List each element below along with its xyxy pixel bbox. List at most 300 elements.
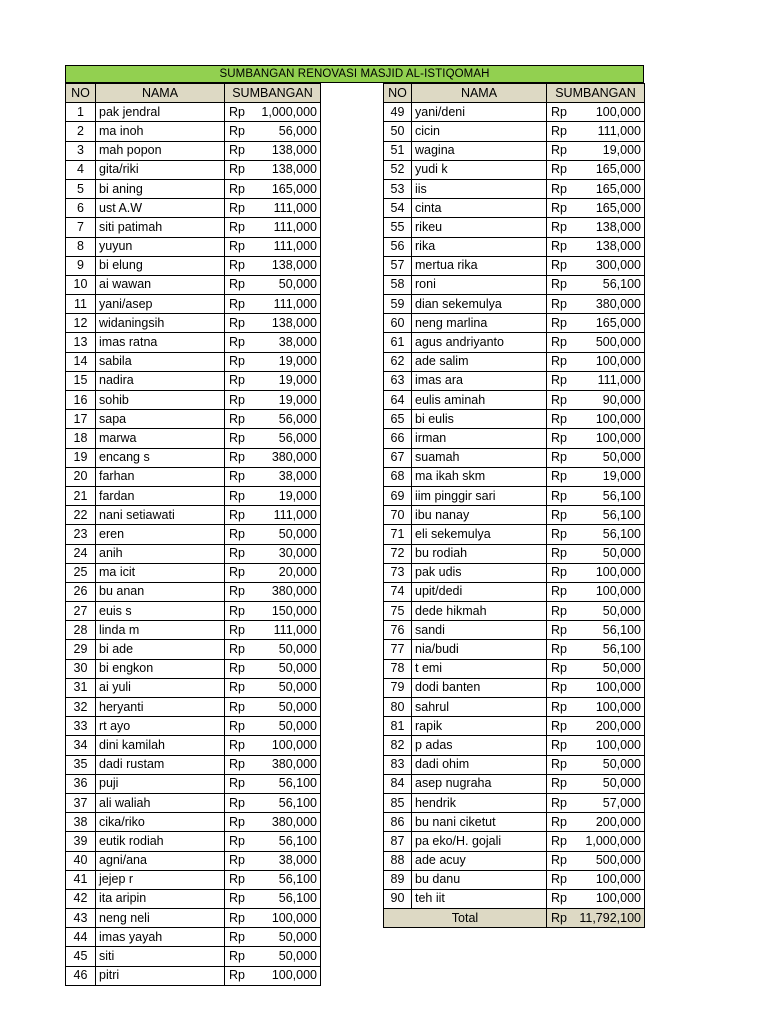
currency-label: Rp	[229, 181, 245, 196]
amount-value: 100,000	[595, 584, 641, 599]
row-nama: teh iit	[412, 889, 547, 908]
currency-label: Rp	[229, 795, 245, 810]
row-nama: ade salim	[412, 352, 547, 371]
currency-label: Rp	[551, 603, 567, 618]
currency-label: Rp	[551, 277, 567, 292]
table-row	[384, 851, 645, 870]
table-row	[384, 736, 645, 755]
row-no: 11	[66, 295, 96, 314]
table-row	[384, 582, 645, 601]
total-amount-cell	[547, 909, 645, 928]
row-sumbangan	[547, 525, 645, 544]
table-row	[66, 486, 321, 505]
amount-value: 19,000	[278, 354, 317, 369]
row-sumbangan	[547, 640, 645, 659]
row-no: 88	[384, 851, 412, 870]
table-row	[384, 563, 645, 582]
row-sumbangan	[225, 179, 321, 198]
row-sumbangan	[547, 141, 645, 160]
amount-value: 138,000	[271, 162, 317, 177]
row-sumbangan	[547, 563, 645, 582]
row-nama: wagina	[412, 141, 547, 160]
row-no: 34	[66, 736, 96, 755]
row-no: 79	[384, 678, 412, 697]
amount-value: 50,000	[602, 450, 641, 465]
amount-value: 100,000	[595, 680, 641, 695]
table-row	[384, 889, 645, 908]
table-row	[384, 698, 645, 717]
table-row	[66, 947, 321, 966]
currency-label: Rp	[551, 469, 567, 484]
row-no: 59	[384, 295, 412, 314]
row-nama: sapa	[96, 410, 225, 429]
currency-label: Rp	[551, 296, 567, 311]
currency-label: Rp	[229, 411, 245, 426]
row-sumbangan	[225, 621, 321, 640]
header-nama: NAMA	[412, 84, 547, 103]
row-no: 35	[66, 755, 96, 774]
row-nama: rikeu	[412, 218, 547, 237]
amount-value: 56,100	[602, 526, 641, 541]
row-nama: dodi banten	[412, 678, 547, 697]
row-no: 8	[66, 237, 96, 256]
currency-label: Rp	[229, 699, 245, 714]
row-sumbangan	[225, 295, 321, 314]
table-row	[384, 275, 645, 294]
amount-value: 380,000	[271, 450, 317, 465]
amount-value: 100,000	[271, 968, 317, 983]
row-nama: eulis aminah	[412, 391, 547, 410]
table-row	[66, 717, 321, 736]
row-nama: bu danu	[412, 870, 547, 889]
table-row	[384, 678, 645, 697]
row-no: 3	[66, 141, 96, 160]
row-sumbangan	[547, 870, 645, 889]
amount-value: 100,000	[271, 737, 317, 752]
currency-label: Rp	[551, 584, 567, 599]
row-nama: siti	[96, 947, 225, 966]
row-nama: encang s	[96, 448, 225, 467]
donation-table-left	[65, 83, 321, 986]
row-sumbangan	[225, 486, 321, 505]
currency-label: Rp	[229, 450, 245, 465]
row-no: 12	[66, 314, 96, 333]
row-sumbangan	[547, 179, 645, 198]
row-nama: ibu nanay	[412, 506, 547, 525]
row-sumbangan	[547, 448, 645, 467]
row-no: 1	[66, 103, 96, 122]
row-nama: gita/riki	[96, 160, 225, 179]
row-nama: nia/budi	[412, 640, 547, 659]
currency-label: Rp	[229, 603, 245, 618]
amount-value: 138,000	[595, 239, 641, 254]
amount-value: 50,000	[278, 929, 317, 944]
currency-label: Rp	[551, 642, 567, 657]
row-sumbangan	[547, 352, 645, 371]
row-sumbangan	[547, 793, 645, 812]
currency-label: Rp	[229, 833, 245, 848]
currency-label: Rp	[229, 584, 245, 599]
row-no: 87	[384, 832, 412, 851]
amount-value: 380,000	[595, 296, 641, 311]
row-nama: cika/riko	[96, 813, 225, 832]
row-nama: rapik	[412, 717, 547, 736]
row-no: 54	[384, 199, 412, 218]
row-no: 56	[384, 237, 412, 256]
row-sumbangan	[547, 256, 645, 275]
row-no: 2	[66, 122, 96, 141]
row-sumbangan	[547, 678, 645, 697]
row-nama: ai yuli	[96, 678, 225, 697]
row-nama: irman	[412, 429, 547, 448]
row-nama: nani setiawati	[96, 506, 225, 525]
amount-value: 165,000	[595, 181, 641, 196]
currency-label: Rp	[551, 181, 567, 196]
row-sumbangan	[225, 774, 321, 793]
amount-value: 100,000	[595, 104, 641, 119]
currency-label: Rp	[551, 891, 567, 906]
row-no: 69	[384, 486, 412, 505]
table-row	[66, 352, 321, 371]
row-no: 60	[384, 314, 412, 333]
row-sumbangan	[547, 429, 645, 448]
amount-value: 56,100	[602, 488, 641, 503]
currency-label: Rp	[229, 718, 245, 733]
row-nama: agni/ana	[96, 851, 225, 870]
row-sumbangan	[225, 947, 321, 966]
table-row	[66, 544, 321, 563]
header-sumbangan: SUMBANGAN	[225, 84, 321, 103]
amount-value: 38,000	[278, 469, 317, 484]
row-sumbangan	[547, 314, 645, 333]
row-nama: agus andriyanto	[412, 333, 547, 352]
currency-label: Rp	[229, 661, 245, 676]
amount-value: 111,000	[273, 622, 317, 637]
row-sumbangan	[547, 813, 645, 832]
row-sumbangan	[547, 774, 645, 793]
amount-value: 50,000	[278, 526, 317, 541]
currency-label: Rp	[229, 373, 245, 388]
row-no: 41	[66, 870, 96, 889]
row-no: 53	[384, 179, 412, 198]
row-no: 74	[384, 582, 412, 601]
table-row	[66, 160, 321, 179]
row-sumbangan	[547, 851, 645, 870]
row-no: 51	[384, 141, 412, 160]
table-row	[66, 659, 321, 678]
row-nama: siti patimah	[96, 218, 225, 237]
amount-value: 56,100	[278, 795, 317, 810]
amount-value: 56,000	[278, 411, 317, 426]
row-no: 81	[384, 717, 412, 736]
table-row	[66, 333, 321, 352]
row-sumbangan	[225, 889, 321, 908]
row-no: 71	[384, 525, 412, 544]
row-nama: roni	[412, 275, 547, 294]
row-nama: bi elung	[96, 256, 225, 275]
row-sumbangan	[225, 582, 321, 601]
total-row	[384, 909, 645, 928]
table-row	[384, 832, 645, 851]
table-row	[66, 774, 321, 793]
currency-label: Rp	[229, 162, 245, 177]
row-nama: sandi	[412, 621, 547, 640]
row-no: 55	[384, 218, 412, 237]
currency-label: Rp	[551, 258, 567, 273]
row-nama: nadira	[96, 371, 225, 390]
amount-value: 19,000	[278, 488, 317, 503]
row-sumbangan	[225, 870, 321, 889]
currency-label: Rp	[229, 891, 245, 906]
table-row	[66, 506, 321, 525]
amount-value: 1,000,000	[585, 833, 641, 848]
row-no: 22	[66, 506, 96, 525]
table-row	[384, 179, 645, 198]
amount-value: 56,100	[278, 833, 317, 848]
row-nama: bi eulis	[412, 410, 547, 429]
row-no: 43	[66, 909, 96, 928]
row-nama: farhan	[96, 467, 225, 486]
row-no: 61	[384, 333, 412, 352]
row-sumbangan	[547, 544, 645, 563]
row-nama: fardan	[96, 486, 225, 505]
currency-label: Rp	[229, 949, 245, 964]
row-no: 10	[66, 275, 96, 294]
currency-label: Rp	[551, 143, 567, 158]
row-no: 33	[66, 717, 96, 736]
row-sumbangan	[225, 544, 321, 563]
table-row	[66, 889, 321, 908]
row-sumbangan	[225, 371, 321, 390]
amount-value: 100,000	[271, 910, 317, 925]
table-row	[66, 275, 321, 294]
table-row	[384, 640, 645, 659]
row-sumbangan	[225, 640, 321, 659]
table-row	[384, 160, 645, 179]
currency-label: Rp	[551, 430, 567, 445]
currency-label: Rp	[551, 219, 567, 234]
amount-value: 56,100	[602, 277, 641, 292]
row-no: 18	[66, 429, 96, 448]
amount-value: 380,000	[271, 757, 317, 772]
currency-label: Rp	[229, 622, 245, 637]
sheet-title: SUMBANGAN RENOVASI MASJID AL-ISTIQOMAH	[65, 65, 644, 83]
row-sumbangan	[225, 602, 321, 621]
row-no: 21	[66, 486, 96, 505]
currency-label: Rp	[551, 872, 567, 887]
row-no: 52	[384, 160, 412, 179]
row-no: 4	[66, 160, 96, 179]
currency-label: Rp	[229, 737, 245, 752]
row-sumbangan	[225, 755, 321, 774]
currency-label: Rp	[229, 488, 245, 503]
row-sumbangan	[225, 237, 321, 256]
table-row	[66, 582, 321, 601]
table-row	[384, 486, 645, 505]
currency-label: Rp	[229, 910, 245, 925]
table-row	[384, 256, 645, 275]
row-no: 32	[66, 698, 96, 717]
row-nama: ma ikah skm	[412, 467, 547, 486]
amount-value: 138,000	[271, 143, 317, 158]
amount-value: 90,000	[602, 392, 641, 407]
row-nama: bu rodiah	[412, 544, 547, 563]
table-row	[66, 371, 321, 390]
amount-value: 19,000	[278, 392, 317, 407]
row-sumbangan	[225, 122, 321, 141]
row-sumbangan	[547, 832, 645, 851]
row-no: 70	[384, 506, 412, 525]
table-row	[384, 448, 645, 467]
currency-label: Rp	[229, 680, 245, 695]
amount-value: 57,000	[602, 795, 641, 810]
table-row	[66, 467, 321, 486]
amount-value: 138,000	[271, 258, 317, 273]
row-no: 58	[384, 275, 412, 294]
amount-value: 30,000	[278, 546, 317, 561]
row-sumbangan	[547, 103, 645, 122]
amount-value: 50,000	[278, 661, 317, 676]
row-nama: p adas	[412, 736, 547, 755]
row-sumbangan	[547, 467, 645, 486]
row-nama: ali waliah	[96, 793, 225, 812]
row-no: 7	[66, 218, 96, 237]
row-no: 62	[384, 352, 412, 371]
amount-value: 38,000	[278, 853, 317, 868]
currency-label: Rp	[229, 239, 245, 254]
row-no: 25	[66, 563, 96, 582]
table-row	[384, 774, 645, 793]
amount-value: 50,000	[602, 757, 641, 772]
row-nama: dadi ohim	[412, 755, 547, 774]
row-sumbangan	[225, 793, 321, 812]
table-row	[66, 314, 321, 333]
currency-label: Rp	[229, 565, 245, 580]
row-no: 13	[66, 333, 96, 352]
row-sumbangan	[547, 237, 645, 256]
row-sumbangan	[225, 506, 321, 525]
row-sumbangan	[225, 199, 321, 218]
amount-value: 165,000	[271, 181, 317, 196]
currency-label: Rp	[551, 239, 567, 254]
currency-label: Rp	[551, 123, 567, 138]
table-row	[66, 698, 321, 717]
row-nama: bi ade	[96, 640, 225, 659]
table-row	[384, 429, 645, 448]
amount-value: 50,000	[278, 277, 317, 292]
row-no: 50	[384, 122, 412, 141]
amount-value: 111,000	[597, 123, 641, 138]
row-no: 23	[66, 525, 96, 544]
row-nama: yani/deni	[412, 103, 547, 122]
table-row	[384, 621, 645, 640]
table-row	[384, 122, 645, 141]
row-sumbangan	[225, 698, 321, 717]
row-no: 16	[66, 391, 96, 410]
table-row	[66, 813, 321, 832]
row-no: 29	[66, 640, 96, 659]
table-row	[384, 659, 645, 678]
table-row	[384, 199, 645, 218]
table-row	[66, 391, 321, 410]
row-no: 78	[384, 659, 412, 678]
currency-label: Rp	[551, 680, 567, 695]
currency-label: Rp	[229, 277, 245, 292]
row-no: 19	[66, 448, 96, 467]
currency-label: Rp	[551, 814, 567, 829]
currency-label: Rp	[551, 833, 567, 848]
currency-label: Rp	[229, 335, 245, 350]
currency-label: Rp	[229, 258, 245, 273]
row-sumbangan	[225, 717, 321, 736]
row-nama: sabila	[96, 352, 225, 371]
table-row	[384, 544, 645, 563]
row-no: 17	[66, 410, 96, 429]
row-nama: dian sekemulya	[412, 295, 547, 314]
currency-label: Rp	[229, 123, 245, 138]
table-row	[66, 218, 321, 237]
currency-label: Rp	[551, 354, 567, 369]
row-no: 9	[66, 256, 96, 275]
header-row	[66, 84, 321, 103]
row-no: 89	[384, 870, 412, 889]
table-row	[66, 640, 321, 659]
row-no: 82	[384, 736, 412, 755]
amount-value: 56,000	[278, 123, 317, 138]
currency-label: Rp	[229, 430, 245, 445]
row-sumbangan	[225, 141, 321, 160]
spreadsheet	[65, 65, 644, 83]
row-nama: neng marlina	[412, 314, 547, 333]
amount-value: 200,000	[595, 814, 641, 829]
row-no: 36	[66, 774, 96, 793]
row-sumbangan	[225, 966, 321, 985]
row-nama: bu nani ciketut	[412, 813, 547, 832]
donation-table-right	[383, 83, 645, 928]
row-no: 20	[66, 467, 96, 486]
amount-value: 138,000	[595, 219, 641, 234]
table-row	[384, 813, 645, 832]
row-sumbangan	[225, 525, 321, 544]
row-sumbangan	[225, 160, 321, 179]
row-no: 37	[66, 793, 96, 812]
currency-label: Rp	[551, 411, 567, 426]
row-nama: dede hikmah	[412, 602, 547, 621]
amount-value: 111,000	[273, 200, 317, 215]
amount-value: 165,000	[595, 162, 641, 177]
row-no: 65	[384, 410, 412, 429]
row-sumbangan	[225, 333, 321, 352]
row-no: 76	[384, 621, 412, 640]
row-no: 5	[66, 179, 96, 198]
amount-value: 50,000	[602, 661, 641, 676]
row-no: 45	[66, 947, 96, 966]
row-sumbangan	[547, 582, 645, 601]
row-sumbangan	[225, 391, 321, 410]
currency-label: Rp	[551, 450, 567, 465]
row-sumbangan	[225, 678, 321, 697]
row-nama: eli sekemulya	[412, 525, 547, 544]
table-row	[66, 410, 321, 429]
row-sumbangan	[225, 429, 321, 448]
table-row	[384, 602, 645, 621]
row-sumbangan	[547, 659, 645, 678]
currency-label: Rp	[551, 392, 567, 407]
row-no: 83	[384, 755, 412, 774]
header-no: NO	[384, 84, 412, 103]
row-sumbangan	[547, 333, 645, 352]
amount-value: 111,000	[273, 239, 317, 254]
